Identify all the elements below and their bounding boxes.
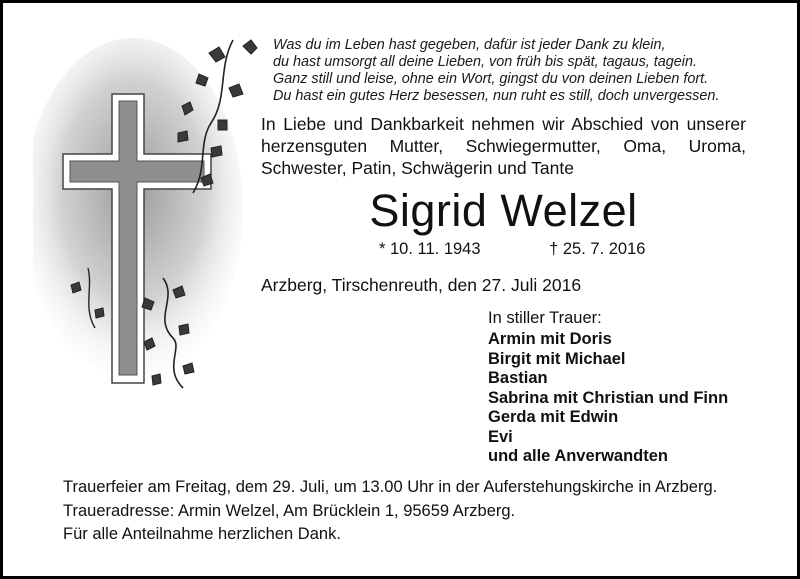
funeral-info xyxy=(63,476,763,547)
mourner-item: Birgit mit Michael xyxy=(488,349,626,368)
intro-line: herzensguten Mutter, Schwiegermutter, Oma, Uroma, xyxy=(261,136,746,156)
life-dates xyxy=(379,239,645,259)
intro-line: In Liebe und Dankbarkeit nehmen wir Abschied von unserer xyxy=(261,114,746,134)
mourner-item: und alle Anverwandten xyxy=(488,447,669,465)
poem-line: Du hast ein gutes Herz besessen, nun ruht es still, doch unvergessen. xyxy=(273,88,720,104)
poem-line: Was du im Leben hast gegeben, dafür ist jeder Dank zu klein, xyxy=(273,37,666,53)
birth-date: * 10. 11. 1943 xyxy=(379,240,481,258)
mourner-item: Armin mit Doris xyxy=(488,330,612,348)
intro-text xyxy=(261,113,746,179)
mourning-address-line: Traueradresse: Armin Welzel, Am Brücklein 1, 95659 Arzberg. xyxy=(63,501,516,520)
deceased-name: Sigrid Welzel xyxy=(369,185,638,236)
mourner-item: Evi xyxy=(488,427,513,446)
thanks-line: Für alle Anteilnahme herzlichen Dank. xyxy=(63,525,341,543)
mourner-item: Gerda mit Edwin xyxy=(488,408,619,426)
poem xyxy=(273,37,773,105)
mourner-item: Sabrina mit Christian und Finn xyxy=(488,388,729,407)
place-and-date: Arzberg, Tirschenreuth, den 27. Juli 2016 xyxy=(261,275,582,295)
funeral-service-line: Trauerfeier am Freitag, dem 29. Juli, um 13.00 Uhr in der Auferstehungskirche in Arzberg. xyxy=(63,478,718,496)
poem-line: Ganz still und leise, ohne ein Wort, gingst du von deinen Lieben fort. xyxy=(273,71,709,87)
mourner-item: Bastian xyxy=(488,369,548,387)
mourning-heading: In stiller Trauer: xyxy=(488,309,602,327)
intro-line: Schwester, Patin, Schwägerin und Tante xyxy=(261,158,574,178)
poem-line: du hast umsorgt all deine Lieben, von früh bis spät, tagaus, tagein. xyxy=(273,54,697,70)
death-date: † 25. 7. 2016 xyxy=(549,240,646,258)
cross-with-ivy-illustration xyxy=(33,28,268,408)
mourners-list xyxy=(488,330,728,467)
